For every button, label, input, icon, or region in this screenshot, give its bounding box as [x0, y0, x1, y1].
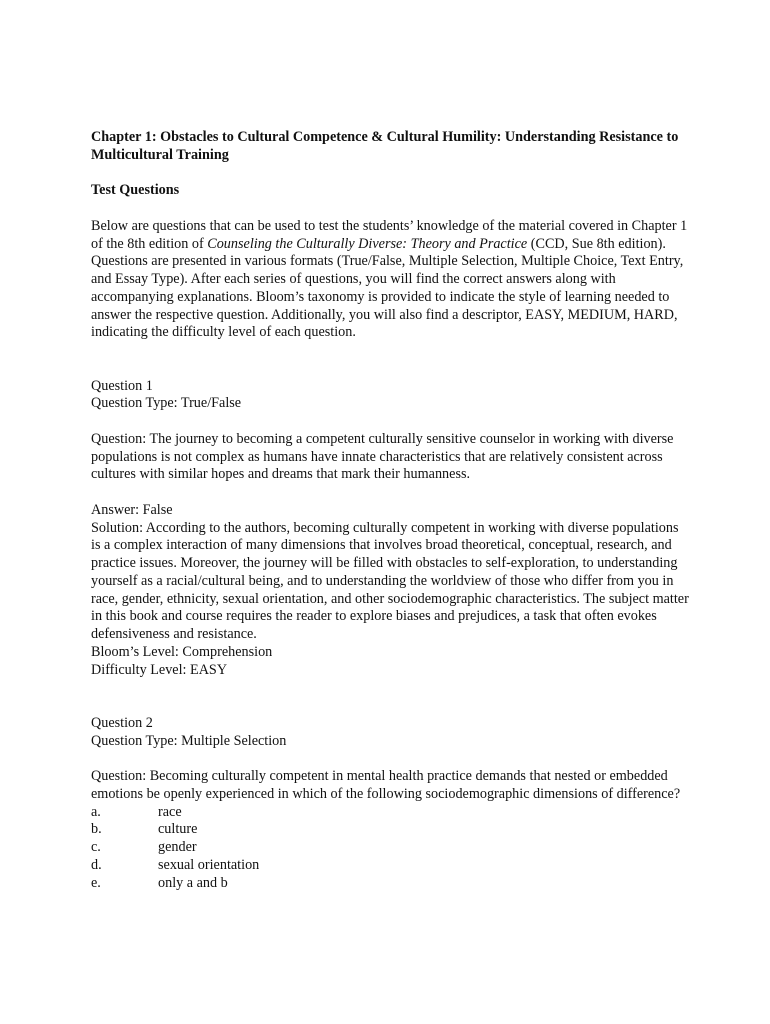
chapter-title: Chapter 1: Obstacles to Cultural Competence & Cultural Humility: Understanding Resistance to Multicultural Training: [91, 129, 679, 163]
question-1-solution: Solution: According to the authors, becoming culturally competent in working with diverse populations is a complex interaction of many dimensions that involves broad theoretical, conceptual, research, and practice issues. Moreover, the journey will be filled with obstacles to self-exploration, to understanding yourself as a racial/cultural being, and to understanding the worldview of those who differ from you in race, gender, ethnicity, sexual orientation, and other sociodemographic characteristics. The subject matter in this book and course requires the reader to explore biases and prejudices, a task that often evokes defensiveness and resistance.: [91, 519, 689, 642]
option-letter: d.: [91, 856, 102, 873]
question-1-type: Question Type: True/False: [91, 395, 242, 412]
section-title: Test Questions: [91, 182, 180, 199]
option-letter: c.: [91, 839, 101, 855]
question-2-type: Question Type: Multiple Selection: [91, 732, 287, 749]
option-text: gender: [158, 839, 197, 855]
option-item: [91, 839, 691, 857]
question-1-blooms-level: Bloom’s Level: Comprehension: [91, 643, 273, 660]
option-text: only a and b: [158, 874, 228, 891]
question-2-options: [91, 804, 691, 893]
option-item: [91, 804, 691, 822]
option-letter: e.: [91, 874, 101, 891]
intro-text-end: (CCD, Sue 8th edition). Questions are presented in various formats (True/False, Multiple Selection, Multiple Choice, Text Entry, and Essay Type). After each series of questions, you will find the correct answers along with accompanying explanations. Bloom’s taxonomy is provided to indicate the style of learning needed to answer the respective question. Additionally, you will also find a descriptor, EASY, MEDIUM, HARD, indicating the difficulty level of each question.: [91, 235, 684, 341]
question-1-difficulty: Difficulty Level: EASY: [91, 661, 228, 678]
option-item: [91, 857, 691, 875]
intro-paragraph: [91, 218, 691, 342]
option-text: race: [158, 803, 182, 820]
question-1-number: Question 1: [91, 377, 153, 394]
question-2-text: Question: Becoming culturally competent in mental health practice demands that nested or embedded emotions be openly experienced in which of the following sociodemographic dimensions of difference?: [91, 768, 681, 802]
question-2-number: Question 2: [91, 714, 153, 731]
intro-text-start: Below are questions that can be used to test the students’ knowledge of the material covered in Chapter 1 of the 8th edition of: [91, 217, 688, 252]
question-1-answer: Answer: False: [91, 501, 173, 518]
option-letter: a.: [91, 803, 101, 820]
document-page: [91, 129, 691, 892]
option-item: [91, 821, 691, 839]
book-title: Counseling the Culturally Diverse: Theory and Practice: [207, 235, 528, 252]
option-text: culture: [158, 821, 198, 838]
option-letter: b.: [91, 821, 102, 838]
option-item: [91, 875, 691, 893]
option-text: sexual orientation: [158, 856, 260, 873]
question-1-text: Question: The journey to becoming a competent culturally sensitive counselor in working with diverse populations is not complex as humans have innate characteristics that are relatively consistent across cultures with similar hopes and dreams that mark their humanness.: [91, 430, 674, 483]
